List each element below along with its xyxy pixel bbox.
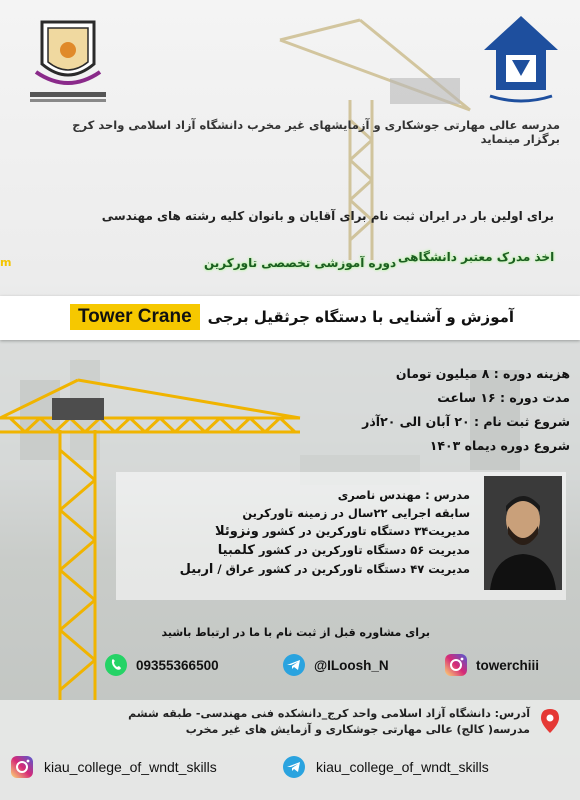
azad-university-logo [476, 10, 566, 110]
cut-text-fragment: m [0, 256, 12, 269]
instagram-icon [10, 755, 34, 779]
instagram-icon [444, 653, 468, 677]
location-pin-icon [540, 708, 560, 734]
course-info [300, 362, 570, 458]
telegram-handle: @ILoosh_N [314, 657, 389, 673]
telegram-contact[interactable] [282, 650, 389, 680]
erbil-city: اربیل [179, 562, 214, 577]
venezuela-text: مدیریت۳۴ دستگاه تاورکرین در کشور [258, 524, 470, 538]
address-line-2: مدرسه( کالج) عالی مهارتی جوشکاری و آزمایش های غیر مخرب [185, 723, 530, 736]
instructor-title: مدرس : مهندس ناصری [337, 488, 470, 502]
kiau-college-logo [22, 14, 114, 104]
course-fee: هزینه دوره : ۸ میلیون تومان [395, 366, 570, 381]
course-duration: مدت دوره : ۱۶ ساعت [437, 390, 570, 405]
whatsapp-contact[interactable] [104, 650, 219, 680]
instagram-contact[interactable] [444, 650, 539, 680]
instructor-experience: سابقه اجرایی ۲۲سال در زمینه تاورکرین [242, 506, 470, 520]
banner-tower-crane-tag: Tower Crane [70, 304, 200, 330]
footer-telegram[interactable] [282, 752, 489, 782]
first-time-registration-line: برای اولین بار در ایران ثبت نام برای آقایان و بانوان کلیه رشته های مهندسی [101, 209, 554, 223]
registration-period: شروع ثبت نام : ۲۰ آبان الی ۲۰آذر [362, 414, 570, 429]
social-row [0, 752, 580, 782]
consultation-line: برای مشاوره قبل از ثبت نام با ما در ارتباط باشید [161, 626, 430, 639]
footer-telegram-handle: kiau_college_of_wndt_skills [316, 759, 489, 775]
footer-instagram-handle: kiau_college_of_wndt_skills [44, 759, 217, 775]
contact-row [100, 650, 570, 680]
colombia-text: مدیریت ۵۶ دستگاه تاورکرین در کشور [254, 543, 470, 557]
course-start: شروع دوره دیماه ۱۴۰۳ [429, 438, 570, 453]
footer-instagram[interactable] [10, 752, 217, 782]
instructor-photo [484, 476, 562, 590]
instructor-venezuela [130, 522, 470, 541]
colombia-country: کلمبیا [217, 543, 255, 558]
course-line: دوره آموزشی تخصصی تاورکرین [204, 256, 397, 270]
banner-title: آموزش و آشنایی با دستگاه جرثقیل برجی [207, 308, 515, 326]
title-banner [0, 296, 580, 340]
iraq-text: مدیریت ۴۷ دستگاه تاورکرین در کشور عراق / [213, 562, 470, 576]
venezuela-country: ونزوئلا [214, 524, 259, 539]
instructor-iraq [130, 560, 470, 579]
whatsapp-number: 09355366500 [136, 657, 219, 673]
instructor-portrait-icon [484, 476, 562, 590]
instagram-handle: towerchiii [476, 657, 540, 673]
telegram-icon [282, 653, 306, 677]
telegram-icon [282, 755, 306, 779]
college-organizer-line: مدرسه عالی مهارتی جوشکاری و آزمایشهای غیر مخرب دانشگاه آزاد اسلامی واحد کرج برگزار مینماید [72, 118, 560, 146]
whatsapp-icon [104, 653, 128, 677]
instructor-details [130, 486, 470, 579]
address-line-1: آدرس: دانشگاه آزاد اسلامی واحد کرج_دانشکده فنی مهندسی- طبقه ششم [128, 707, 530, 720]
address [70, 706, 530, 738]
instructor-colombia [130, 541, 470, 560]
degree-line: اخذ مدرک معتبر دانشگاهی [398, 250, 555, 264]
